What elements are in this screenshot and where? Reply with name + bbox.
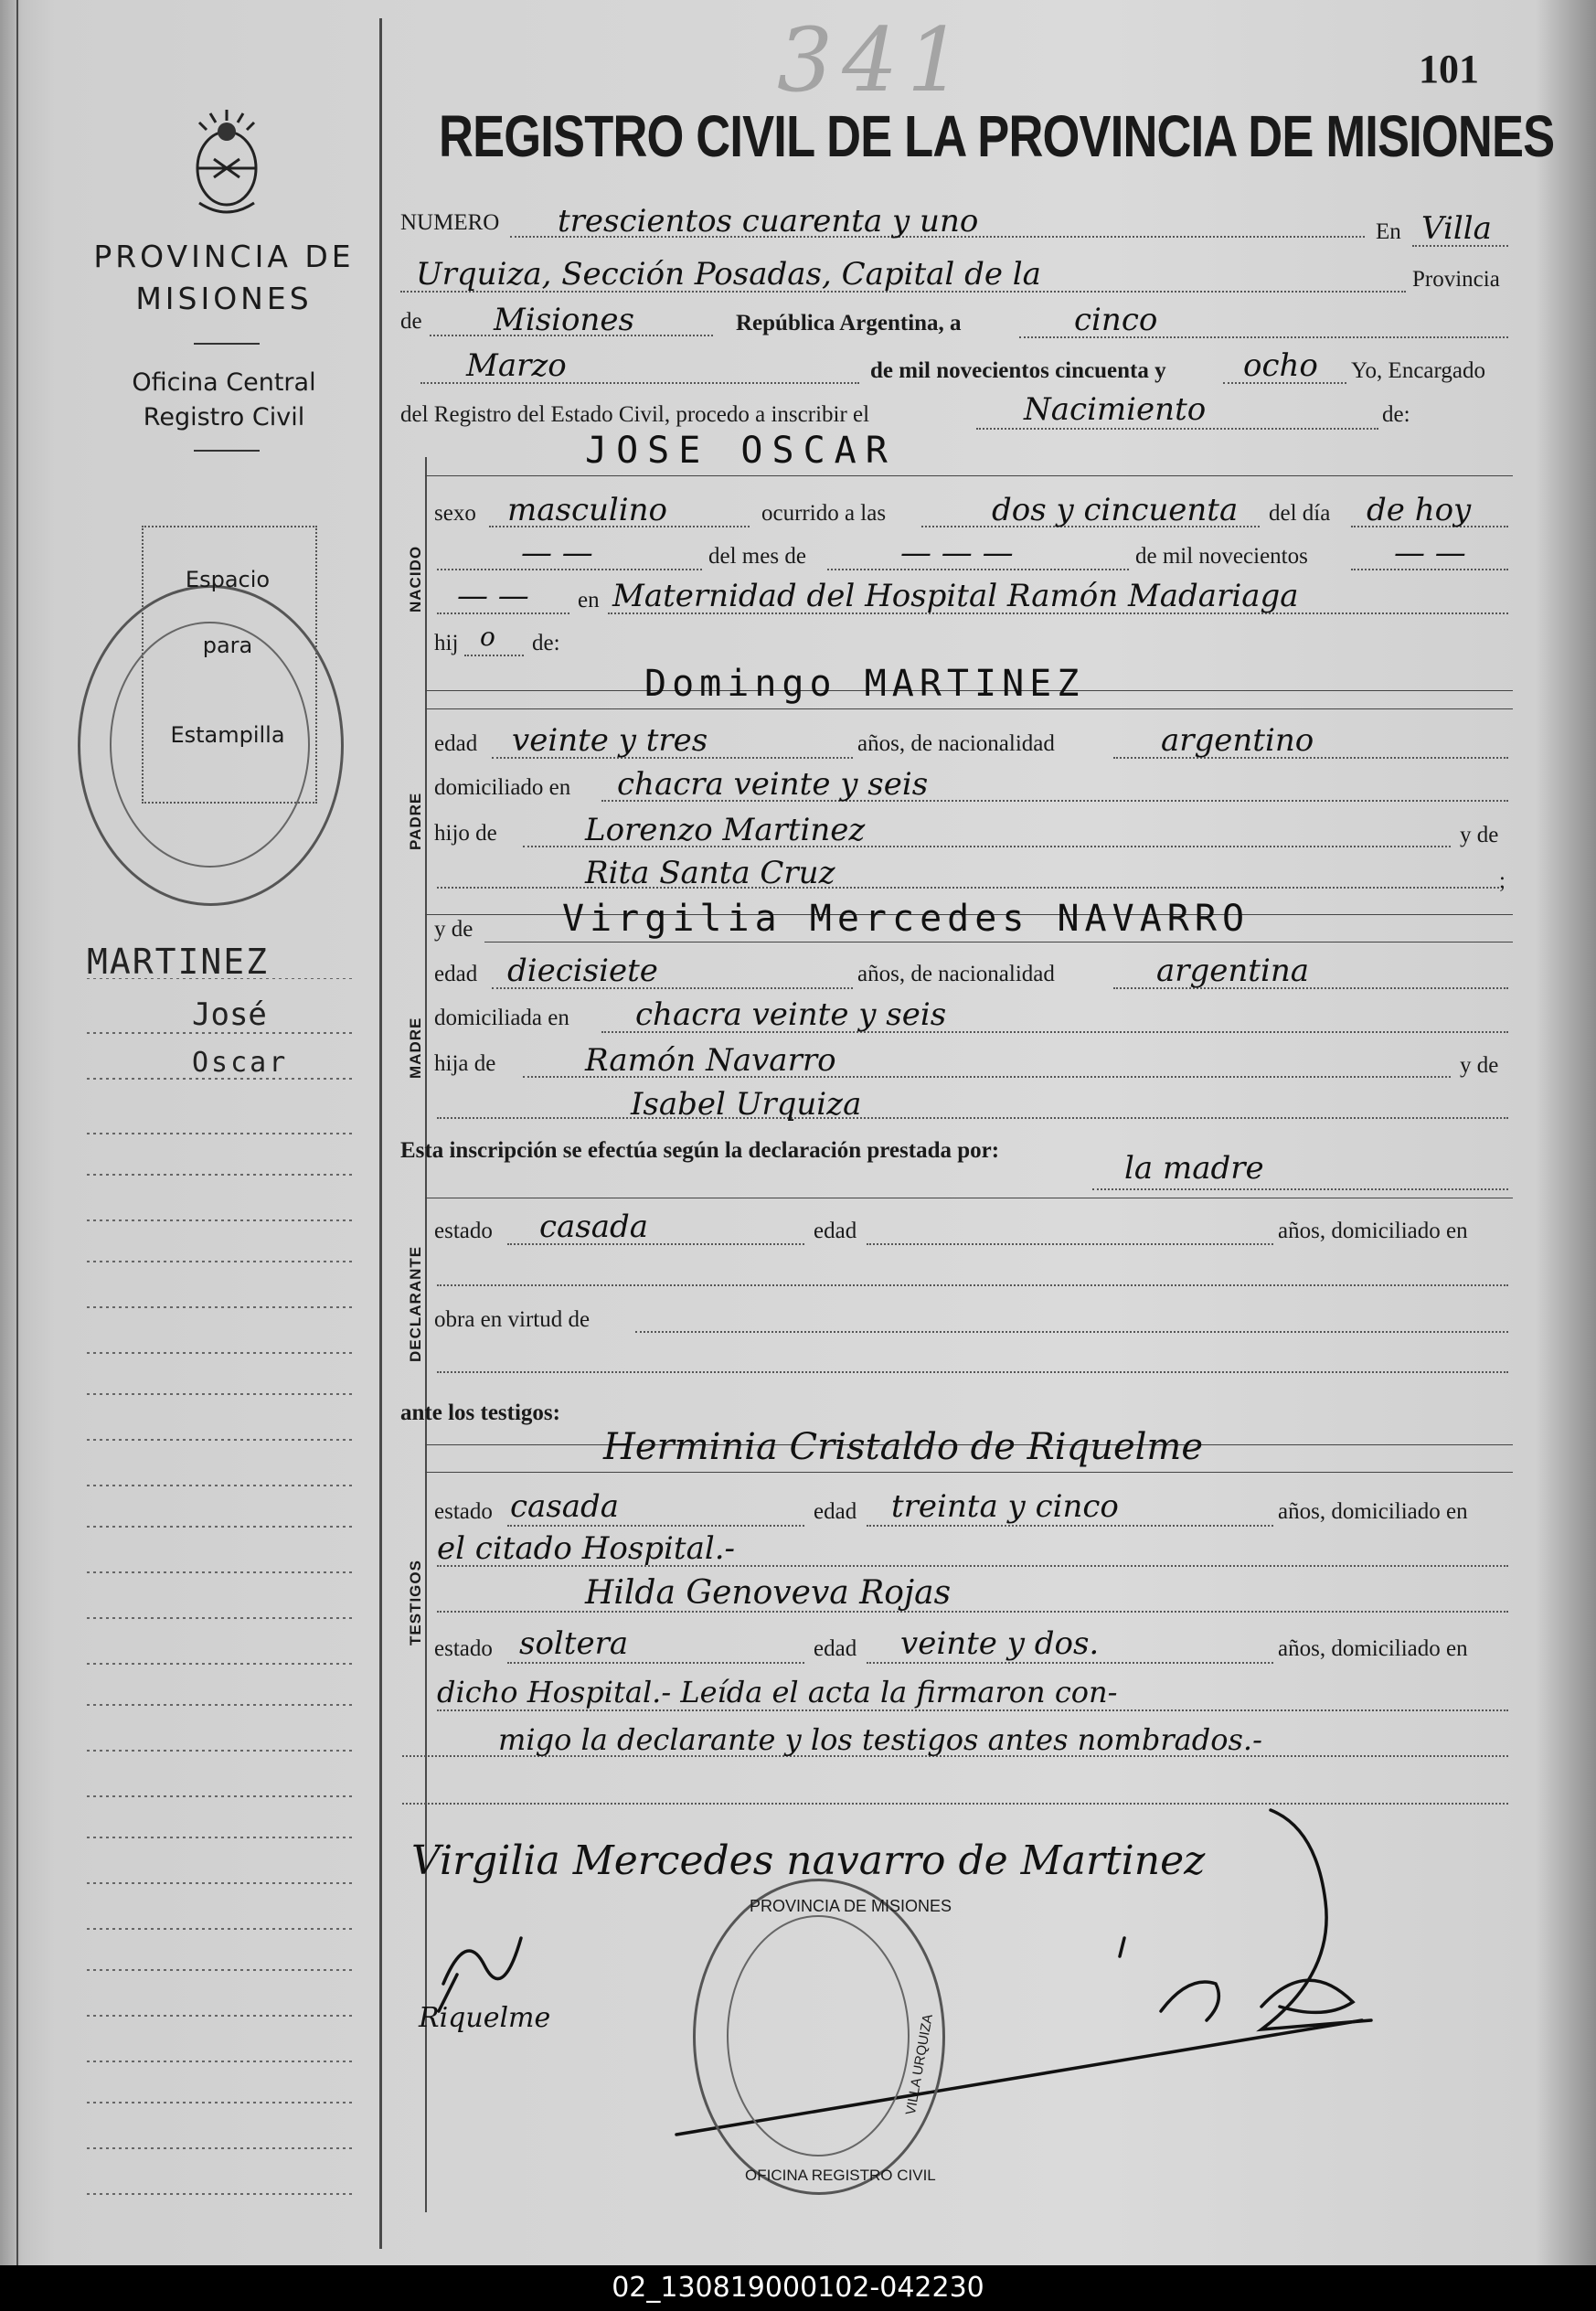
witness1-name: Herminia Cristaldo de Riquelme [603,1426,1204,1468]
acto-value: Nacimiento [1024,391,1207,428]
y-de-label-father: y de [1460,823,1499,847]
closing-line: migo la declarante y los testigos antes nombrados.- [498,1722,1262,1757]
anos-dom-label-decl: años, domiciliado en [1278,1219,1468,1243]
y-de-label-mother: y de [1460,1053,1499,1078]
de3-label: de: [532,631,560,655]
father-dom: chacra veinte y seis [617,766,929,803]
year-value: ocho [1243,347,1318,384]
mother-dom: chacra veinte y seis [635,996,947,1033]
acto-line [976,428,1378,430]
document-title: REGISTRO CIVIL DE LA PROVINCIA DE MISIONES [439,103,1555,169]
month-value: Marzo [466,347,567,384]
witness1-name-line [425,1472,1513,1473]
provincia-label: Provincia [1412,267,1500,292]
section-padre: PADRE [407,792,424,850]
provincia-value: Misiones [494,302,634,338]
hora-value: dos y cincuenta [992,492,1239,528]
dash-3: — — [1394,535,1466,571]
province-name [64,236,384,320]
del-dia-label: del día [1269,501,1331,526]
estado-label-decl: estado [434,1219,493,1243]
hijo-line [464,655,524,656]
anos-dom-label-w2: años, domiciliado en [1278,1636,1468,1661]
witness2-estado: soltera [519,1625,629,1662]
anos-nac-label-mother: años, de nacionalidad [857,962,1055,986]
numero-label: NUMERO [400,210,500,235]
witness1-age: treinta y cinco [891,1488,1119,1525]
edad-label-w2: edad [814,1636,857,1661]
side-second-name: Oscar [192,1047,289,1079]
section-testigos: TESTIGOS [407,1560,424,1645]
anos-dom-label-w1: años, domiciliado en [1278,1499,1468,1524]
ocurrido-label: ocurrido a las [761,501,887,526]
mother-yde-label: y de [434,917,473,942]
left-margin-line [16,0,18,2265]
father-age: veinte y tres [512,722,708,759]
edad-label-decl: edad [814,1219,857,1243]
office-line1: Oficina Central [132,368,316,397]
declarant-signature: Virgilia Mercedes navarro de Martinez [411,1837,1206,1884]
hijo-value: o [480,622,495,652]
side-first-name: José [192,996,267,1033]
province-line1: PROVINCIA DE [93,239,355,274]
section-nacido: NACIDO [407,545,424,612]
day-value: cinco [1074,302,1158,338]
stamp-label-estampilla: Estampilla [170,722,285,748]
section-declarante: DECLARANTE [407,1245,424,1362]
semicolon: ; [1499,868,1506,893]
lugar-value: Maternidad del Hospital Ramón Madariaga [612,578,1299,614]
divider-2 [194,450,260,452]
office-name [64,366,384,435]
estado-label-w1: estado [434,1499,493,1524]
mother-nat: argentina [1156,953,1310,989]
obra-label: obra en virtud de [434,1307,591,1332]
side-surname: MARTINEZ [87,942,270,982]
seal-text-bottom: OFICINA REGISTRO CIVIL [745,2167,936,2184]
hija-de-label: hija de [434,1051,496,1076]
del-mes-label: del mes de [708,544,806,569]
serial-number: 341 [777,9,973,112]
domiciliado-label: domiciliado en [434,775,571,800]
edad-label-w1: edad [814,1499,857,1524]
declarante-value: la madre [1124,1150,1264,1187]
father-mother: Rita Santa Cruz [585,855,835,891]
section-madre: MADRE [407,1017,424,1079]
obra-line-2 [437,1371,1508,1373]
mother-mother-line [437,1117,1508,1119]
office-line2: Registro Civil [143,403,305,431]
decl-age-line [867,1243,1273,1245]
witness1-estado: casada [510,1488,620,1525]
mother-name: Virgilia Mercedes NAVARRO [562,898,1250,940]
dash-4: — — [457,578,529,614]
witness2-age: veinte y dos. [900,1625,1100,1662]
anos-nac-label-father: años, de nacionalidad [857,731,1055,756]
testigos-label: ante los testigos: [400,1400,560,1425]
hijo-label: hij [434,631,459,655]
decl-dom-line [437,1284,1508,1286]
en-value: Villa [1421,210,1492,247]
mother-mother: Isabel Urquiza [631,1086,862,1123]
stamp-label-para: para [202,633,253,658]
registro-label: del Registro del Estado Civil, procedo a inscribir el [400,402,870,427]
w2-name-line [437,1611,1508,1613]
w1-estado-line [507,1525,804,1527]
w2-dom-line [437,1709,1508,1711]
image-id-footer: 02_130819000102-042230 [0,2265,1596,2311]
registry-seal-bottom-inner [727,1915,910,2157]
child-name: JOSE OSCAR [585,430,897,472]
sexo-label: sexo [434,501,476,526]
en2-label: en [578,588,600,612]
witness1-dom: el citado Hospital.- [437,1530,736,1567]
witness2-dom: dicho Hospital.- Leída el acta la firmaron con- [437,1675,1118,1709]
decl-estado: casada [539,1209,649,1245]
left-ruled-lines [87,978,352,2203]
domiciliada-label: domiciliada en [434,1006,569,1030]
seal-text-right: VILLA URQUIZA [902,2013,936,2116]
child-name-line [425,475,1513,476]
de2-label: de: [1382,402,1410,427]
father-father: Lorenzo Martinez [585,812,866,848]
signature-strokes [402,1792,1517,2176]
mother-age: diecisiete [507,953,658,989]
w2-age-line [867,1662,1273,1664]
hijo-de-label: hijo de [434,821,497,846]
declarante-line [1092,1188,1508,1190]
panel-divider [379,18,382,2249]
w1-age-line [867,1525,1273,1527]
page-number: 101 [1419,47,1479,91]
seal-text-top: PROVINCIA DE MISIONES [750,1897,952,1915]
de-label: de [400,309,422,334]
mil-label: de mil novecientos [1135,544,1308,569]
edad-label-mother: edad [434,962,478,986]
declaracion-label: Esta inscripción se efectúa según la declaración prestada por: [400,1138,1000,1163]
numero-value: trescientos cuarenta y uno [558,203,979,240]
sexo-value: masculino [507,492,668,528]
dash-2: — — — [900,535,1014,571]
father-nat: argentino [1161,722,1314,759]
year-label: de mil novecientos cincuenta y [870,358,1166,383]
mother-father: Ramón Navarro [585,1042,836,1079]
yo-label: Yo, Encargado [1351,358,1485,383]
coat-of-arms-icon [181,102,272,221]
en-label: En [1376,219,1401,244]
stamp-label-espacio: Espacio [185,567,271,592]
obra-line [635,1331,1508,1333]
dash-1: — — [521,535,593,571]
province-line2: MISIONES [135,281,313,316]
father-name-line [425,708,1513,709]
mother-name-line [484,942,1513,943]
republica-label: República Argentina, a [736,311,962,335]
witness-signature: Riquelme [419,2002,551,2034]
place-line: Urquiza, Sección Posadas, Capital de la [416,256,1041,293]
w2-estado-line [507,1662,804,1664]
estado-label-w2: estado [434,1636,493,1661]
father-name: Domingo MARTINEZ [644,663,1085,705]
divider-1 [194,343,260,345]
witness2-name: Hilda Genoveva Rojas [585,1574,952,1612]
edad-label-father: edad [434,731,478,756]
dia-value: de hoy [1367,492,1472,528]
